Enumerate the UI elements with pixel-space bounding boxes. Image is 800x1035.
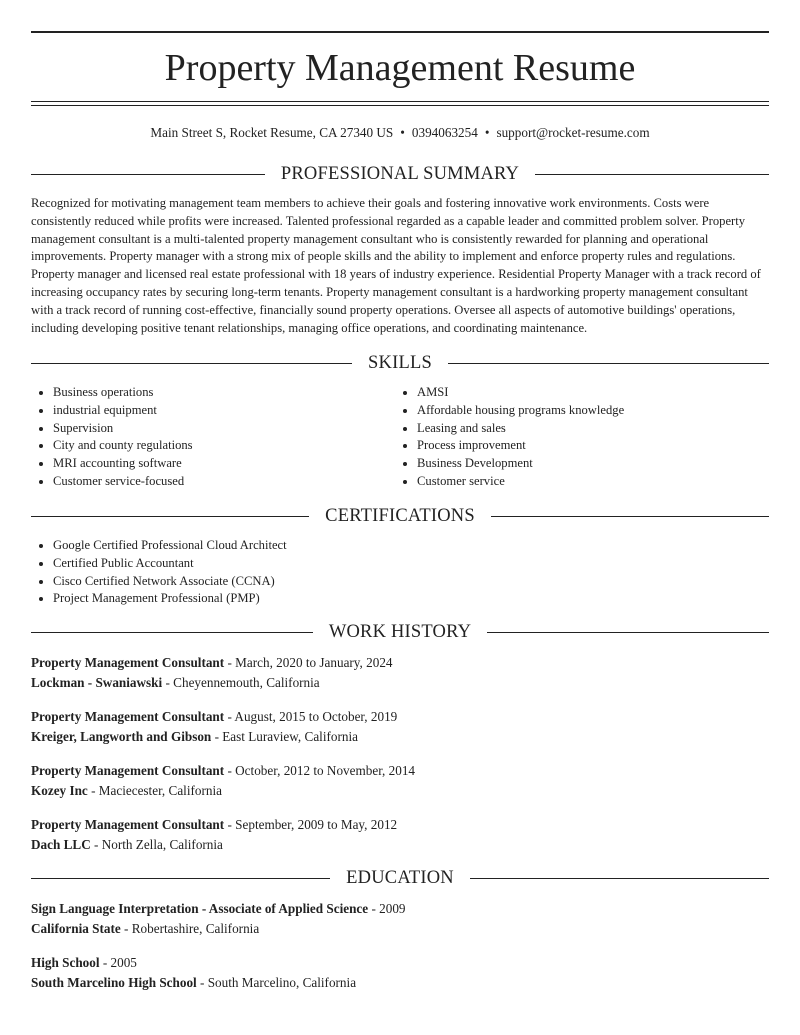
skill-item: • Business operations — [53, 384, 393, 402]
contact-address: Main Street S, Rocket Resume, CA 27340 US — [150, 125, 394, 140]
job-title-line — [31, 761, 769, 781]
school-line — [31, 973, 769, 993]
heading-rule-left — [31, 632, 313, 633]
heading-rule-right — [448, 363, 769, 364]
skill-item: • MRI accounting software — [53, 455, 393, 473]
degree: Sign Language Interpretation - Associate of Applied Science — [31, 901, 369, 916]
education-entry — [31, 899, 769, 938]
job-company-line — [31, 781, 769, 801]
job-title: Property Management Consultant — [31, 709, 225, 724]
title-rule-lower — [31, 105, 769, 106]
job-location: - Cheyennemouth, California — [162, 674, 320, 690]
job-entry — [31, 707, 769, 746]
degree: High School — [31, 955, 100, 970]
certification-item: • Project Management Professional (PMP) — [53, 590, 753, 608]
degree-line — [31, 953, 769, 973]
job-company: Dach LLC — [31, 836, 91, 852]
skill-item: • Customer service-focused — [53, 473, 393, 491]
contact-separator: • — [400, 125, 405, 140]
skill-item: • Customer service — [417, 473, 767, 491]
summary-heading-label: PROFESSIONAL SUMMARY — [280, 164, 520, 184]
school-location: - South Marcelino, California — [196, 974, 357, 990]
page-title: Property Management Resume — [164, 47, 636, 89]
job-location: - North Zella, California — [90, 836, 223, 852]
job-dates: - September, 2009 to May, 2012 — [224, 817, 398, 832]
heading-rule-right — [470, 878, 769, 879]
skill-item: • Affordable housing programs knowledge — [417, 402, 767, 420]
certifications-heading-label: CERTIFICATIONS — [325, 506, 475, 526]
education-heading-label: EDUCATION — [346, 868, 454, 888]
heading-rule-right — [491, 516, 769, 517]
job-company: Kreiger, Langworth and Gibson — [31, 728, 212, 744]
contact-separator: • — [484, 125, 490, 140]
skill-item: • City and county regulations — [53, 437, 393, 455]
work-history-heading — [31, 619, 769, 645]
certification-item: • Google Certified Professional Cloud Architect — [53, 537, 753, 555]
job-dates: - August, 2015 to October, 2019 — [224, 709, 398, 724]
degree-year: - 2005 — [99, 955, 137, 970]
certifications-heading — [31, 503, 769, 529]
job-entry — [31, 653, 769, 692]
job-title-line — [31, 815, 769, 835]
contact-phone: 0394063254 — [411, 125, 478, 140]
skills-list-right — [395, 384, 767, 491]
certifications-list — [31, 537, 753, 608]
skills-heading-label: SKILLS — [368, 353, 432, 373]
certification-item: • Cisco Certified Network Associate (CCNA) — [53, 573, 753, 591]
job-entry — [31, 815, 769, 854]
top-rule — [31, 31, 769, 33]
job-dates: - March, 2020 to January, 2024 — [224, 655, 393, 670]
job-title-line — [31, 707, 769, 727]
job-company-line — [31, 673, 769, 693]
contact-email: support@rocket-resume.com — [496, 125, 650, 140]
skill-item: • industrial equipment — [53, 402, 393, 420]
heading-rule-left — [31, 516, 309, 517]
title-rule-upper — [31, 101, 769, 102]
certification-item: • Certified Public Accountant — [53, 555, 753, 573]
job-company: Lockman - Swaniawski — [31, 674, 163, 690]
education-heading — [31, 865, 769, 891]
school-location: - Robertashire, California — [120, 920, 260, 936]
skill-item: • Process improvement — [417, 437, 767, 455]
work-history-heading-label: WORK HISTORY — [328, 622, 472, 642]
job-location: - Maciecester, California — [87, 782, 222, 798]
heading-rule-left — [31, 363, 352, 364]
job-title: Property Management Consultant — [31, 763, 225, 778]
summary-text: Recognized for motivating management team members to achieve their goals and fostering innovative work environments. Costs were consistently reduced while profits were increased. Talented professional regarded as a capable leader and committed problem solver. Property management consultant is a multi-talented property management consultant who is consistently rewarded for planning and operational improvements. Property manager with a strong mix of people skills and the ability to implement and enforce property rules and regulations. Property manager and licensed real estate professional with 18 years of industry experience. Residential Property Manager with a track record of increasing occupancy rates by securing long-term tenants. Property management consultant is a hardworking property management consultant with a track record of running cost-effective, financially sound property operations. Oversee all aspects of automotive buildings' operations, including developing positive tenant relationships, managing office operations, and coordinating maintenance. — [31, 196, 761, 335]
skills-heading — [31, 350, 769, 376]
skill-item: • Supervision — [53, 420, 393, 438]
job-title: Property Management Consultant — [31, 817, 225, 832]
job-title-line — [31, 653, 769, 673]
education-entry — [31, 953, 769, 992]
heading-rule-right — [535, 174, 769, 175]
job-company-line — [31, 835, 769, 855]
job-title: Property Management Consultant — [31, 655, 225, 670]
heading-rule-left — [31, 174, 265, 175]
job-company: Kozey Inc — [31, 782, 88, 798]
skills-list-left — [31, 384, 393, 491]
skill-item: • Business Development — [417, 455, 767, 473]
school-name: California State — [31, 920, 121, 936]
job-dates: - October, 2012 to November, 2014 — [224, 763, 416, 778]
skill-item: • AMSI — [417, 384, 767, 402]
heading-rule-left — [31, 878, 330, 879]
job-location: - East Luraview, California — [211, 728, 358, 744]
skill-item: • Leasing and sales — [417, 420, 767, 438]
school-name: South Marcelino High School — [31, 974, 197, 990]
job-entry — [31, 761, 769, 800]
degree-year: - 2009 — [368, 901, 406, 916]
summary-heading — [31, 161, 769, 187]
degree-line — [31, 899, 769, 919]
job-company-line — [31, 727, 769, 747]
heading-rule-right — [487, 632, 769, 633]
contact-line — [31, 124, 769, 142]
school-line — [31, 919, 769, 939]
